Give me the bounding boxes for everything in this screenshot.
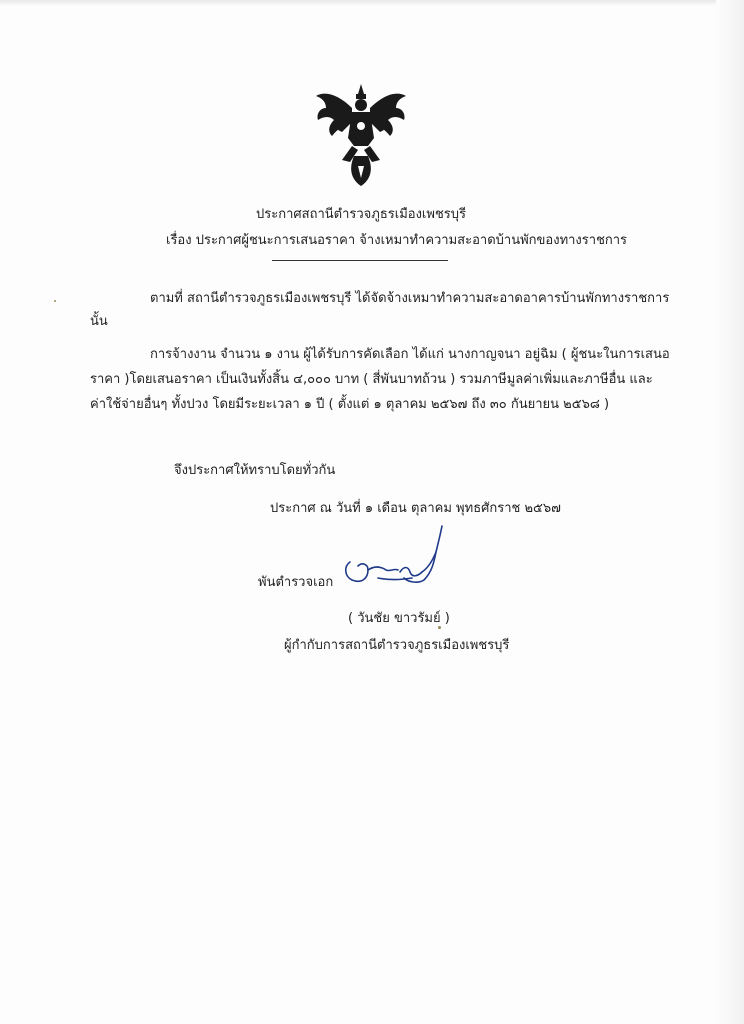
body-paragraph-2-line-2: ราคา )โดยเสนอราคา เป็นเงินทั้งสิ้น ๔,๐๐๐ บาท ( สี่พันบาทถ้วน ) รวมภาษีมูลค่าเพิ่มและภาษีอื่น และ [90,372,653,387]
handwritten-signature [338,522,450,594]
body-paragraph-2-line-3: ค่าใช้จ่ายอื่นๆ ทั้งปวง โดยมีระยะเวลา ๑ ปี ( ตั้งแต่ ๑ ตุลาคม ๒๕๖๗ ถึง ๓๐ กันยายน ๒๕๖๘ ) [90,397,610,412]
scan-speck [54,300,56,302]
body-paragraph-1-line-2: นั้น [90,314,108,329]
announcement-date: ประกาศ ณ วันที่ ๑ เดือน ตุลาคม พุทธศักราช ๒๕๖๗ [270,501,561,516]
announcement-subject: เรื่อง ประกาศผู้ชนะการเสนอราคา จ้างเหมาทำความสะอาดบ้านพักของทางราชการ [166,233,628,248]
title-divider [272,260,448,261]
closing-statement: จึงประกาศให้ทราบโดยทั่วกัน [174,463,336,478]
body-paragraph-2-line-1: การจ้างงาน จำนวน ๑ งาน ผู้ได้รับการคัดเลือก ได้แก่ นางกาญจนา อยู่ฉิม ( ผู้ชนะในการเสนอ [150,347,670,362]
scan-speck [438,626,441,629]
signatory-position: ผู้กำกับการสถานีตำรวจภูธรเมืองเพชรบุรี [284,638,510,653]
scan-edge [0,0,744,6]
signatory-rank: พันตำรวจเอก [258,575,334,590]
signatory-name: ( วันชัย ขาวรัมย์ ) [348,611,450,626]
garuda-emblem-icon [312,80,410,190]
announcement-title: ประกาศสถานีตำรวจภูธรเมืองเพชรบุรี [256,207,466,222]
scan-edge [716,0,744,1024]
body-paragraph-1-line-1: ตามที่ สถานีตำรวจภูธรเมืองเพชรบุรี ได้จัดจ้างเหมาทำความสะอาดอาคารบ้านพักทางราชการ [150,291,670,306]
